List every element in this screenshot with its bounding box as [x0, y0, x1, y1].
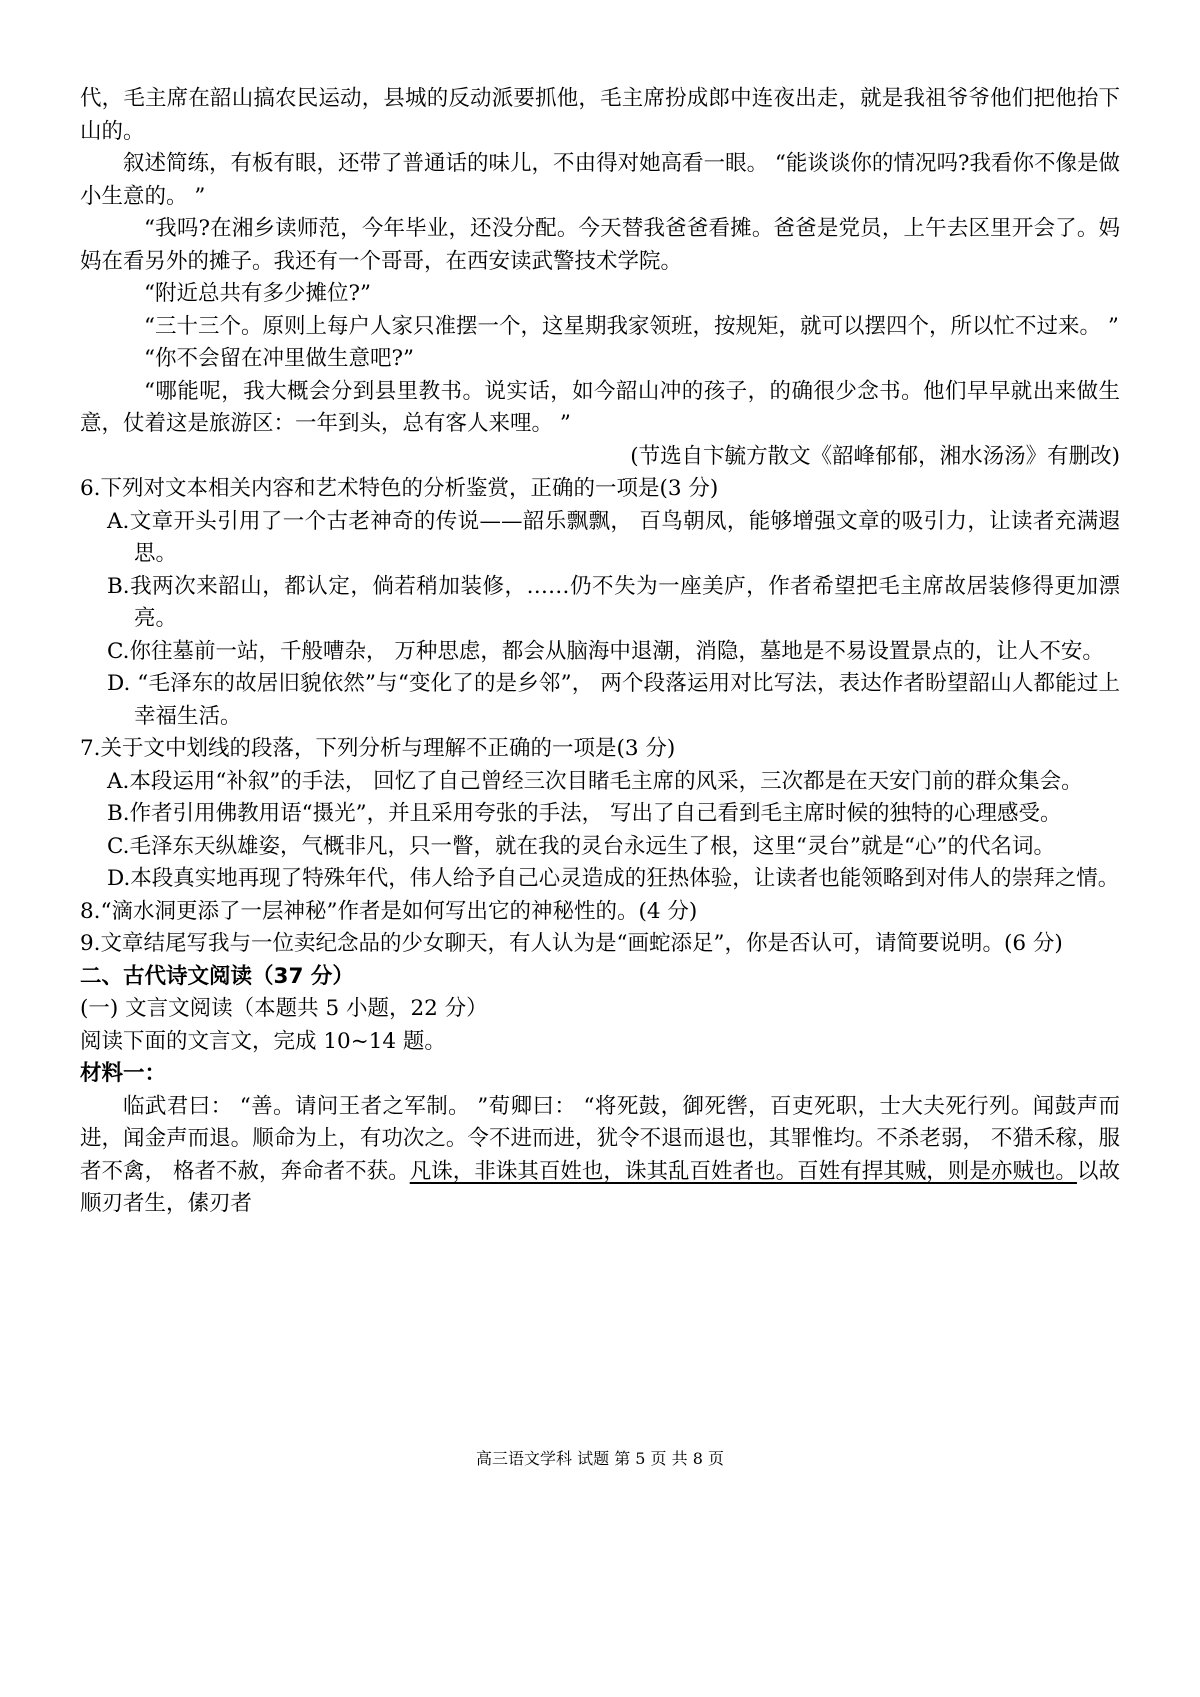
classical-text-part: 以故顺刃者生，傃刃者 — [80, 1158, 1120, 1216]
dialogue-line: “三十三个。原则上每户人家只准摆一个，这星期我家领班，按规矩，就可以摆四个，所以忙不过来。 ” — [144, 313, 1119, 339]
question-6-option-a: A.文章开头引用了一个古老神奇的传说——韶乐飘飘， 百鸟朝凤，能够增强文章的吸引力，让读者充满遐思。 — [107, 508, 1120, 566]
question-9: 9.文章结尾写我与一位卖纪念品的少女聊天，有人认为是“画蛇添足”，你是否认可，请简要说明。(6 分) — [80, 931, 1063, 956]
section-heading: 二、古代诗文阅读（37 分） — [80, 963, 354, 989]
passage-source: (节选自卞毓方散文《韶峰郁郁，湘水汤汤》有删改) — [630, 443, 1120, 469]
question-6-option-b: B.我两次来韶山，都认定，倘若稍加装修，……仍不失为一座美庐，作者希望把毛主席故居装修得更加漂亮。 — [107, 573, 1120, 631]
question-6-stem: 6.下列对文本相关内容和艺术特色的分析鉴赏，正确的一项是(3 分) — [80, 476, 719, 501]
dialogue-line: “我吗?在湘乡读师范，今年毕业，还没分配。今天替我爸爸看摊。爸爸是党员，上午去区里开会了。妈妈在看另外的摊子。我还有一个哥哥，在西安读武警技术学院。 — [80, 216, 1120, 274]
material-label: 材料一： — [80, 1061, 167, 1086]
question-7-option-b: B.作者引用佛教用语“摄光”，并且采用夸张的手法， 写出了自己看到毛主席时候的独特的心理感受。 — [107, 801, 1062, 826]
section-instruction: 阅读下面的文言文，完成 10~14 题。 — [80, 1028, 446, 1054]
page-footer: 高三语文学科 试题 第 5 页 共 8 页 — [476, 1449, 724, 1468]
dialogue-line: “附近总共有多少摊位?” — [144, 281, 372, 306]
question-7-option-a: A.本段运用“补叙”的手法， 回忆了自己曾经三次目睹毛主席的风采，三次都是在天安门前的群众集会。 — [107, 768, 1083, 794]
page-content — [80, 83, 1120, 1221]
dialogue-line: “你不会留在冲里做生意吧?” — [144, 346, 415, 371]
question-7-stem: 7.关于文中划线的段落，下列分析与理解不正确的一项是(3 分) — [80, 736, 676, 761]
subsection-heading: (一) 文言文阅读（本题共 5 小题，22 分） — [80, 996, 488, 1021]
question-7-option-c: C.毛泽东天纵雄姿，气概非凡，只一瞥，就在我的灵台永远生了根，这里“灵台”就是“心”的代名词。 — [107, 833, 1055, 859]
classical-text-part: 临武君曰： “善。请问王者之军制。 ”荀卿曰： “将死鼓，御死辔，百吏死职，士大夫死行列。闻鼓声而进，闻金声而退。顺命为上，有功次之。令不进而进，犹令不退而退也，其罪惟均。不杀老弱， 不猎禾稼，服者不禽， 格者不赦，奔命者不获。 — [80, 1093, 1120, 1184]
passage-paragraph: 代，毛主席在韶山搞农民运动，县城的反动派要抓他，毛主席扮成郎中连夜出走，就是我祖爷爷他们把他抬下山的。 — [80, 86, 1120, 144]
question-6-option-d: D. “毛泽东的故居旧貌依然”与“变化了的是乡邻”， 两个段落运用对比写法，表达作者盼望韶山人都能过上幸福生活。 — [107, 671, 1120, 729]
question-6-option-c: C.你往墓前一站，千般嘈杂， 万种思虑，都会从脑海中退潮，消隐，墓地是不易设置景点的，让人不安。 — [107, 638, 1104, 664]
classical-text — [80, 1091, 1120, 1221]
passage-paragraph: 叙述简练，有板有眼，还带了普通话的味儿，不由得对她高看一眼。 “能谈谈你的情况吗?我看你不像是做小生意的。 ” — [80, 151, 1120, 209]
question-8: 8.“滴水洞更添了一层神秘”作者是如何写出它的神秘性的。(4 分) — [80, 898, 698, 924]
underlined-sentence: 凡诛，非诛其百姓也，诛其乱百姓者也。百姓有捍其贼，则是亦贼也。 — [409, 1158, 1077, 1184]
question-7-option-d: D.本段真实地再现了特殊年代，伟人给予自己心灵造成的狂热体验，让读者也能领略到对伟人的崇拜之情。 — [107, 866, 1120, 891]
dialogue-line: “哪能呢，我大概会分到县里教书。说实话，如今韶山冲的孩子，的确很少念书。他们早早就出来做生意，仗着这是旅游区：一年到头，总有客人来哩。 ” — [80, 378, 1120, 436]
